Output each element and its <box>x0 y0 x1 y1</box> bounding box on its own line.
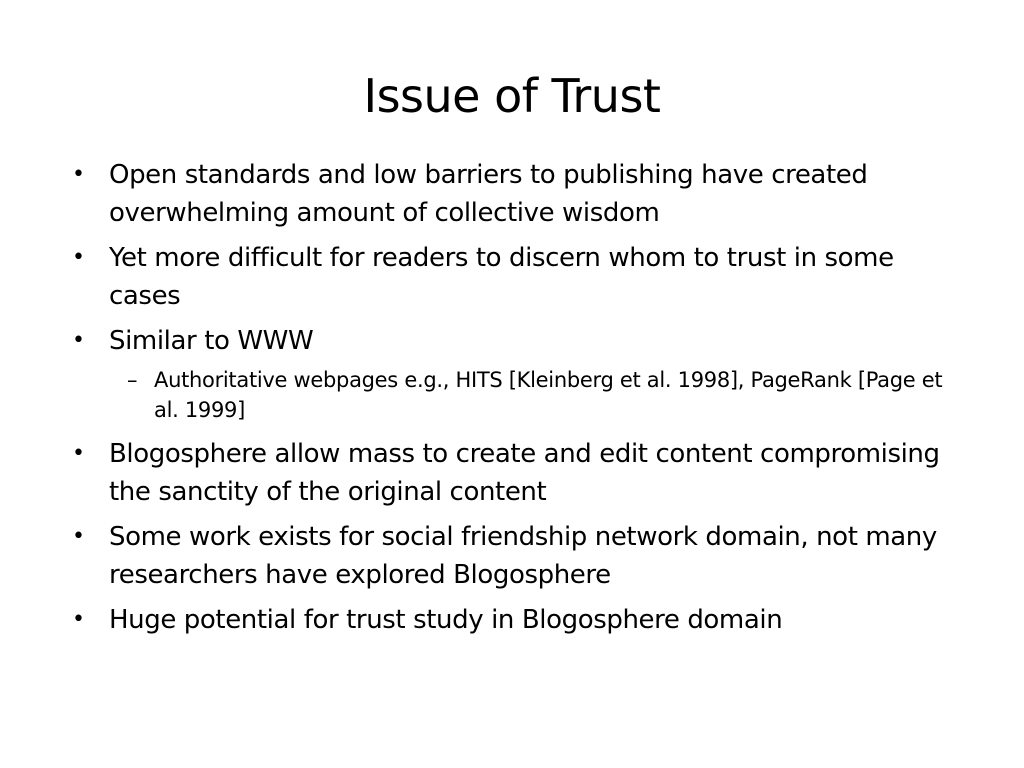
bullet-text: Open standards and low barriers to publishing have created overwhelming amount of collective wisdom <box>109 160 868 228</box>
bullet-marker: • <box>72 524 85 549</box>
bullet-text: Some work exists for social friendship network domain, not many researchers have explored Blogosphere <box>109 522 937 590</box>
bullet-item <box>72 322 952 360</box>
bullet-text: Similar to WWW <box>109 326 314 356</box>
bullet-text: Yet more difficult for readers to discern whom to trust in some cases <box>109 243 894 311</box>
bullet-item <box>72 435 952 511</box>
bullet-marker: • <box>72 328 85 353</box>
bullet-marker: • <box>72 607 85 632</box>
sub-bullet-marker: – <box>127 368 138 392</box>
slide-title: Issue of Trust <box>363 69 661 123</box>
bullet-text: Blogosphere allow mass to create and edit content compromising the sanctity of the original content <box>109 439 940 507</box>
bullet-item <box>72 156 952 232</box>
bullet-marker: • <box>72 162 85 187</box>
bullet-item <box>72 239 952 315</box>
sub-bullet-item <box>72 365 952 425</box>
slide-body <box>72 156 952 646</box>
bullet-item <box>72 601 952 639</box>
sub-bullet-text: Authoritative webpages e.g., HITS [Kleinberg et al. 1998], PageRank [Page et al. 1999] <box>154 368 943 422</box>
bullet-marker: • <box>72 441 85 466</box>
bullet-text: Huge potential for trust study in Blogosphere domain <box>109 605 783 635</box>
bullet-marker: • <box>72 245 85 270</box>
bullet-item <box>72 518 952 594</box>
